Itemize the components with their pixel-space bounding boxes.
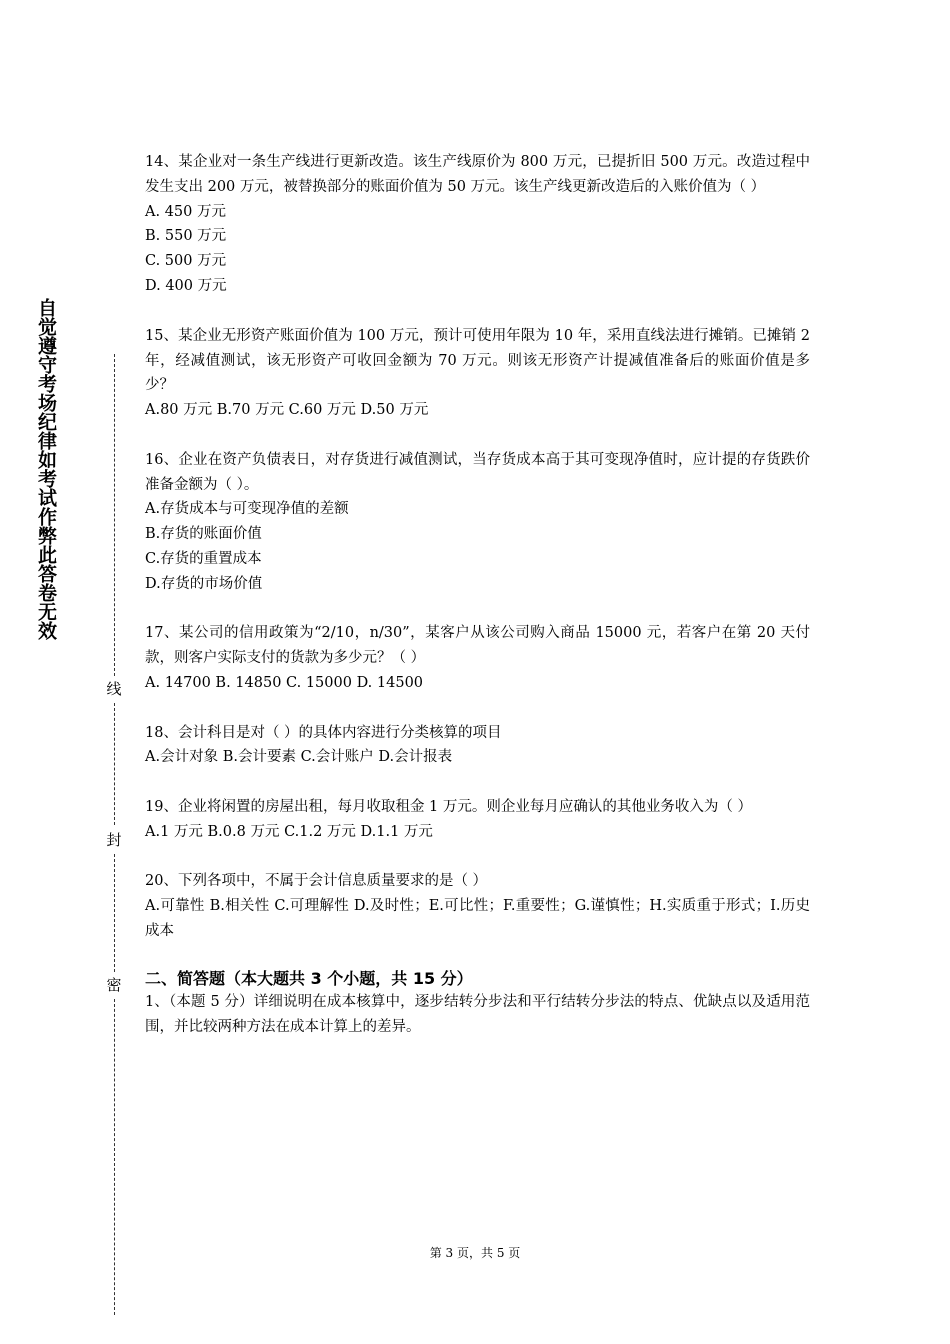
question-16 — [145, 448, 810, 597]
question-stem: 20、下列各项中，不属于会计信息质量要求的是（ ） — [145, 873, 488, 890]
question-option: C. 500 万元 — [145, 253, 227, 270]
question-option: A.可靠性 B.相关性 C.可理解性 D.及时性；E.可比性；F.重要性；G.谨慎性；H.实质重于形式；I.历史成本 — [145, 898, 810, 939]
section-title: 二、简答题（本大题共 3 个小题，共 15 分） — [145, 968, 473, 988]
question-stem: 18、会计科目是对（ ）的具体内容进行分类核算的项目 — [145, 724, 502, 741]
question-option: A.存货成本与可变现净值的差额 — [145, 501, 349, 518]
question-option: D. 400 万元 — [145, 277, 227, 294]
question-option: C.存货的重置成本 — [145, 550, 262, 567]
question-option: A. 450 万元 — [145, 203, 226, 220]
question-stem: 16、企业在资产负债表日，对存货进行减值测试，当存货成本高于其可变现净值时，应计提的存货跌价准备金额为（ ）。 — [145, 451, 810, 493]
question-stem: 14、某企业对一条生产线进行更新改造。该生产线原价为 800 万元，已提折旧 500 万元。改造过程中发生支出 200 万元，被替换部分的账面价值为 50 万元。该生产线更新改造后的入账价值为（ ） — [145, 154, 810, 195]
exam-content — [145, 150, 810, 1039]
seal-mark-secret: 密 — [104, 975, 124, 995]
question-stem: 17、某公司的信用政策为“2/10，n/30”，某客户从该公司购入商品 15000 元，若客户在第 20 天付款，则客户实际支付的货款为多少元？（ ） — [145, 625, 810, 667]
question-option: A.1 万元 B.0.8 万元 C.1.2 万元 D.1.1 万元 — [145, 823, 433, 840]
seal-mark-line: 线 — [104, 679, 124, 699]
question-option: A.80 万元 B.70 万元 C.60 万元 D.50 万元 — [145, 402, 429, 419]
question-15 — [145, 324, 810, 423]
question-option: A. 14700 B. 14850 C. 15000 D. 14500 — [145, 674, 424, 691]
question-14 — [145, 150, 810, 299]
seal-mark-seal: 封 — [104, 830, 124, 850]
question-option: D.存货的市场价值 — [145, 575, 263, 592]
exam-discipline-notice: 自觉遵守考场纪律如考试作弊此答卷无效 — [35, 298, 57, 640]
question-17 — [145, 621, 810, 695]
seal-line-segment — [114, 354, 115, 676]
question-stem: 15、某企业无形资产账面价值为 100 万元，预计可使用年限为 10 年，采用直线法进行摊销。已摊销 2 年，经减值测试，该无形资产可收回金额为 70 万元。则该无形资产计提减值准备后的账面价值是多少？ — [145, 327, 810, 394]
seal-line-segment — [114, 999, 115, 1315]
seal-line-segment — [114, 854, 115, 972]
question-18 — [145, 721, 810, 771]
short-answer-question-1: 1、（本题 5 分）详细说明在成本核算中，逐步结转分步法和平行结转分步法的特点、优缺点以及适用范围，并比较两种方法在成本计算上的差异。 — [145, 993, 810, 1035]
question-20 — [145, 869, 810, 943]
question-option: B. 550 万元 — [145, 228, 227, 245]
question-option: A.会计对象 B.会计要素 C.会计账户 D.会计报表 — [145, 749, 453, 766]
seal-line-segment — [114, 703, 115, 825]
question-19 — [145, 795, 810, 845]
question-option: B.存货的账面价值 — [145, 526, 262, 543]
page-number: 第 3 页，共 5 页 — [429, 1246, 521, 1260]
question-stem: 19、企业将闲置的房屋出租，每月收取租金 1 万元。则企业每月应确认的其他业务收入为（ ） — [145, 798, 752, 815]
